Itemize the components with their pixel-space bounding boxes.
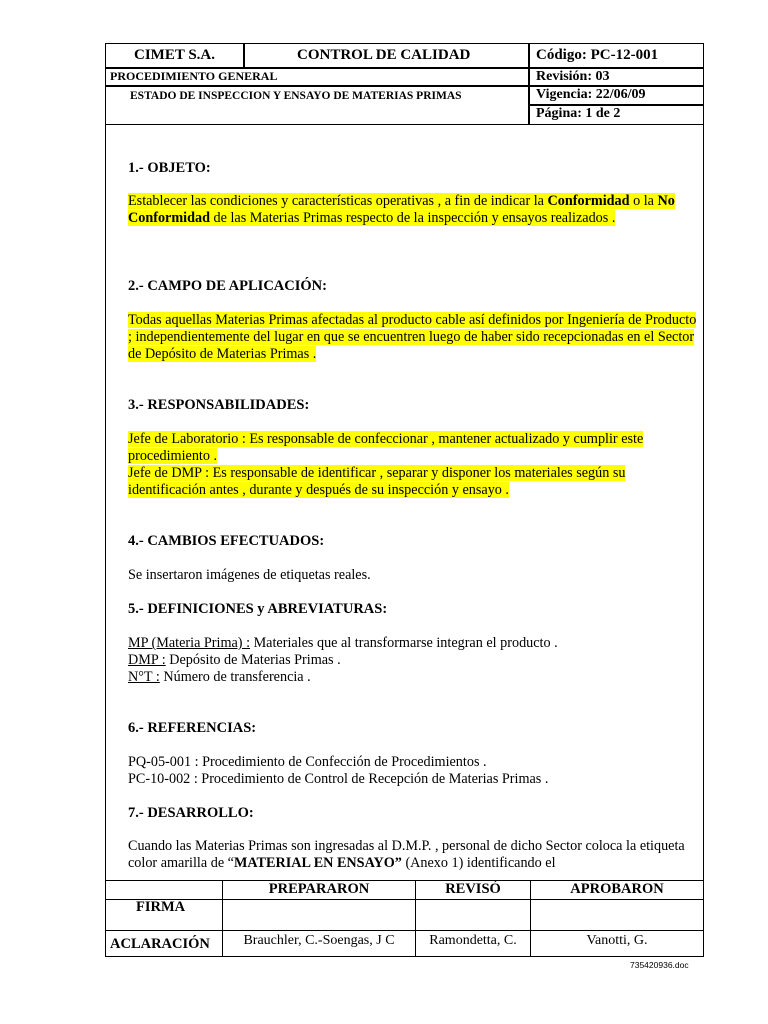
revision: Revisión: 03 <box>536 69 610 84</box>
section-5-heading: 5.- DEFINICIONES y ABREVIATURAS: <box>128 601 388 617</box>
s7-text-b: (Anexo 1) identificando el <box>401 855 556 871</box>
section-1-text <box>128 193 700 227</box>
firma-prepararon-cell <box>222 899 416 931</box>
def-term-mp: MP (Materia Prima) : <box>128 635 251 651</box>
s3-item-1-text: Jefe de Laboratorio : Es responsable de confeccionar , mantener actualizado y cumplir este procedimiento . <box>128 431 644 464</box>
section-3-item-2 <box>128 465 700 499</box>
aprobaron-name: Vanotti, G. <box>586 933 648 948</box>
footer-filename: 735420936.doc <box>630 960 689 970</box>
def-text-mp: Materiales que al transformarse integran el producto . <box>250 635 558 651</box>
definition-mp <box>128 635 700 652</box>
section-2-heading: 2.- CAMPO DE APLICACIÓN: <box>128 278 327 294</box>
reference-1: PQ-05-001 : Procedimiento de Confección de Procedimientos . <box>128 754 487 770</box>
firma-reviso-cell <box>415 899 531 931</box>
row-firma-label: FIRMA <box>136 899 186 915</box>
s3-item-2-text: Jefe de DMP : Es responsable de identificar , separar y disponer los materiales según su identificación antes , durante y después de su inspección y ensayo . <box>128 465 626 498</box>
section-4-text: Se insertaron imágenes de etiquetas reales. <box>128 567 371 583</box>
vigencia: Vigencia: 22/06/09 <box>536 87 646 102</box>
s1-text-c: de las Materias Primas respecto de la inspección y ensayos realizados . <box>209 210 616 226</box>
row-aclaracion-label: ACLARACIÓN <box>110 936 210 952</box>
section-1-heading: 1.- OBJETO: <box>128 160 211 176</box>
col-reviso: REVISÓ <box>445 881 501 897</box>
document-code: Código: PC-12-001 <box>536 47 659 63</box>
s1-text-a: Establecer las condiciones y características operativas , a fin de indicar la <box>128 193 548 209</box>
def-text-nt: Número de transferencia . <box>159 669 311 685</box>
reviso-name: Ramondetta, C. <box>429 933 517 948</box>
section-3-item-1 <box>128 431 700 465</box>
s7-bold: MATERIAL EN ENSAYO” <box>233 855 402 871</box>
s2-text: Todas aquellas Materias Primas afectadas al producto cable así definidos por Ingeniería de Producto ; independientemente del lugar en que se encuentren luego de haber sido recepcionadas en el Sector de Depósito de Materias Primas . <box>128 312 697 362</box>
section-4-heading: 4.- CAMBIOS EFECTUADOS: <box>128 533 325 549</box>
s7-text-a: Cuando las Materias Primas son ingresadas al D.M.P. , personal de dicho Sector coloca la etiqueta color amarilla de “ <box>128 838 685 871</box>
page-number: Página: 1 de 2 <box>536 106 621 121</box>
col-prepararon: PREPARARON <box>268 881 370 897</box>
s1-text-b: o la <box>629 193 658 209</box>
definition-dmp <box>128 652 700 669</box>
def-text-dmp: Depósito de Materias Primas . <box>165 652 341 668</box>
section-3-heading: 3.- RESPONSABILIDADES: <box>128 397 310 413</box>
document-title: ESTADO DE INSPECCION Y ENSAYO DE MATERIAS PRIMAS <box>130 90 462 102</box>
col-aprobaron: APROBARON <box>570 881 664 897</box>
s1-bold-b: No Conformidad <box>128 193 675 226</box>
definition-nt <box>128 669 700 686</box>
sig-corner-cell <box>105 880 223 900</box>
document-type: PROCEDIMIENTO GENERAL <box>110 69 278 83</box>
section-6-heading: 6.- REFERENCIAS: <box>128 720 257 736</box>
company-name: CIMET S.A. <box>134 47 215 63</box>
reference-2: PC-10-002 : Procedimiento de Control de Recepción de Materias Primas . <box>128 771 549 787</box>
def-term-dmp: DMP : <box>128 652 166 668</box>
s1-bold-a: Conformidad <box>547 193 630 209</box>
section-7-heading: 7.- DESARROLLO: <box>128 805 254 821</box>
firma-aprobaron-cell <box>530 899 704 931</box>
def-term-nt: N°T : <box>128 669 160 685</box>
department-name: CONTROL DE CALIDAD <box>297 47 471 63</box>
section-2-text <box>128 312 700 363</box>
section-7-text <box>128 838 700 872</box>
prepararon-name: Brauchler, C.-Soengas, J C <box>243 933 395 948</box>
